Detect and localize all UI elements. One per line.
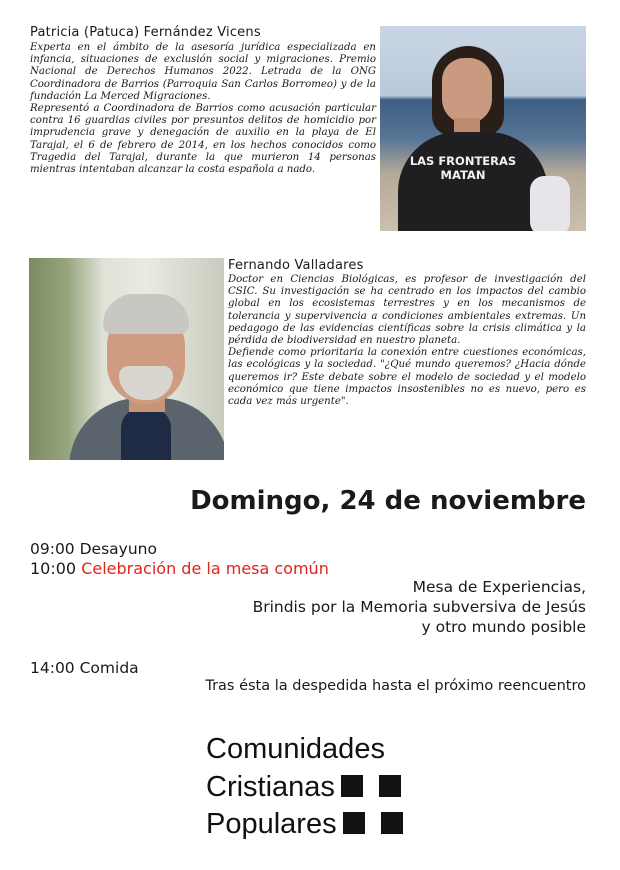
speaker-2-name: Fernando Valladares bbox=[228, 258, 364, 273]
schedule-time: 14:00 bbox=[30, 659, 75, 677]
logo-line bbox=[206, 731, 403, 769]
organization-logo bbox=[206, 731, 403, 844]
sleeve-shape bbox=[530, 176, 570, 231]
square-icon bbox=[381, 812, 403, 834]
mesa-line: y otro mundo posible bbox=[421, 618, 586, 636]
logo-line bbox=[206, 806, 403, 844]
square-icon bbox=[343, 812, 365, 834]
logo-word: Comunidades bbox=[206, 733, 385, 765]
speaker-1-name: Patricia (Patuca) Fernández Vicens bbox=[30, 25, 261, 40]
schedule-title: Comida bbox=[79, 659, 139, 677]
hair-shape bbox=[103, 294, 189, 334]
logo-word: Populares bbox=[206, 808, 337, 840]
mesa-line: Mesa de Experiencias, bbox=[412, 578, 586, 596]
schedule-time: 10:00 bbox=[30, 559, 77, 578]
logo-word: Cristianas bbox=[206, 770, 335, 803]
schedule-title: Desayuno bbox=[79, 540, 157, 558]
speaker-2-bio-paragraph: Doctor en Ciencias Biológicas, es profesor de investigación del CSIC. Su investigación se ha centrado en los impactos del cambio global en los ecosistemas terrestres y en los mecanismos de tolerancia y supervivencia a condiciones ambientales extremas. Un pedagogo de las evidencias científicas sobre la crisis climática y la pérdida de biodiversidad en nuestro planeta. bbox=[228, 274, 586, 347]
speaker-2-bio-paragraph: Defiende como prioritaria la conexión entre cuestiones económicas, las ecológicas y la sociedad. "¿Qué mundo queremos? ¿Hacia dónde queremos ir? Este debate sobre el modelo de sociedad y el modelo económico que tiene impactos insostenibles no es nuevo, pero es cada vez más urgente". bbox=[228, 347, 586, 408]
farewell-note: Tras ésta la despedida hasta el próximo reencuentro bbox=[205, 678, 586, 694]
mesa-description bbox=[0, 577, 586, 637]
tshirt-slogan: LAS FRONTERAS MATAN bbox=[409, 154, 517, 182]
event-day-heading: Domingo, 24 de noviembre bbox=[190, 486, 586, 516]
schedule-item bbox=[30, 659, 139, 677]
speaker-1-bio-paragraph: Representó a Coordinadora de Barrios como acusación particular contra 16 guardias civiles por presuntos delitos de homicidio por imprudencia grave y denegación de auxilio en la playa de El Tarajal, el 6 de febrero de 2014, en los hechos conocidos como Tragedia del Tarajal, durante la que murieron 14 personas mientras intentaban alcanzar la costa española a nado. bbox=[30, 103, 376, 176]
tshirt-shape bbox=[121, 408, 171, 460]
square-icon bbox=[341, 775, 363, 797]
mesa-line: Brindis por la Memoria subversiva de Jesús bbox=[252, 598, 586, 616]
face-shape bbox=[442, 58, 492, 124]
speaker-2-photo bbox=[29, 258, 224, 460]
speaker-2-bio bbox=[228, 274, 586, 408]
speaker-1-photo bbox=[380, 26, 586, 231]
schedule-item bbox=[30, 559, 329, 578]
logo-line bbox=[206, 769, 403, 807]
square-icon bbox=[379, 775, 401, 797]
speaker-1-bio-paragraph: Experta en el ámbito de la asesoría jurídica especializada en infancia, situaciones de exclusión social y migraciones. Premio Nacional de Derechos Humanos 2022. Letrada de la ONG Coordinadora de Barrios (Parroquia San Carlos Borromeo) y de la fundación La Merced Migraciones. bbox=[30, 42, 376, 102]
speaker-1-bio bbox=[30, 42, 376, 176]
schedule-item bbox=[30, 540, 157, 558]
schedule-title-highlight: Celebración de la mesa común bbox=[81, 559, 329, 578]
schedule-time: 09:00 bbox=[30, 540, 75, 558]
